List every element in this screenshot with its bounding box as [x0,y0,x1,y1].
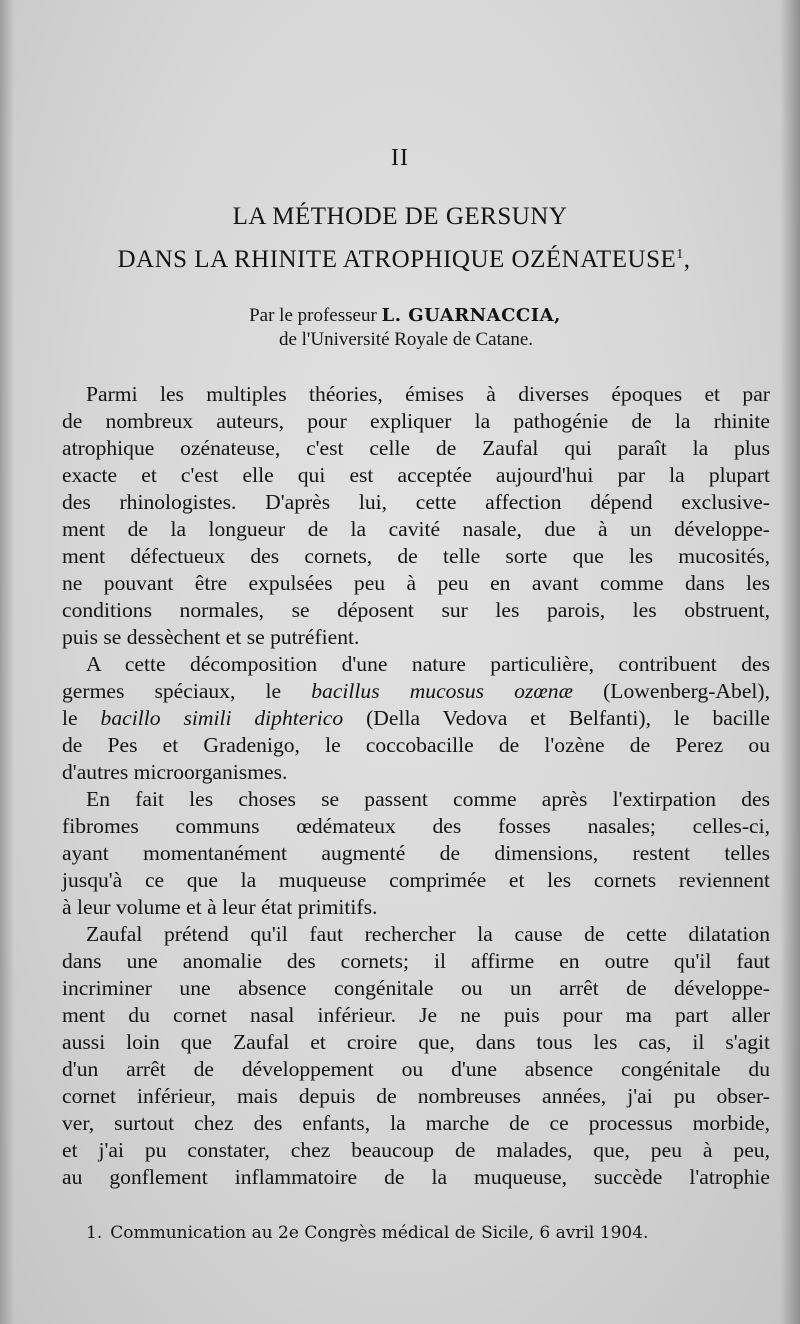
footnote-text: Communication au 2e Congrès médical de Sicile, 6 avril 1904. [110,1223,649,1243]
italic-term: bacillus mucosus ozœnæ [311,679,573,703]
footnote-number: 1. [86,1223,103,1243]
text-line: de nombreux auteurs, pour expliquer la pathogénie de la rhinite [62,409,770,433]
text-line: ayant momentanément augmenté de dimensions, restent telles [62,841,770,865]
text-line: En fait les choses se passent comme après l'extirpation des [86,787,770,811]
page-edge-shadow-left [0,0,14,1324]
text-line: dans une anomalie des cornets; il affirme en outre qu'il faut [62,949,770,973]
text-line: exacte et c'est elle qui est acceptée aujourd'hui par la plupart [62,463,770,487]
text-line: d'autres microorganismes. [62,760,288,784]
text-line: atrophique ozénateuse, c'est celle de Zaufal qui paraît la plus [62,436,770,460]
article-title-line-2: DANS LA RHINITE ATROPHIQUE OZÉNATEUSE$^1$, [117,246,691,273]
text-run: (Lowenberg-Abel), [573,679,770,703]
author-name: L. GUARNACCIA, [381,305,561,326]
text-line: ment de la longueur de la cavité nasale, due à un développe- [62,517,770,541]
text-run: le [62,706,101,730]
chapter-number: II [391,145,409,171]
text-line: jusqu'à ce que la muqueuse comprimée et les cornets reviennent [62,868,770,892]
author-byline [0,305,800,327]
text-line: puis se dessèchent et se putréfient. [62,625,360,649]
footnote [86,1223,648,1243]
text-line: au gonflement inflammatoire de la muqueuse, succède l'atrophie [62,1165,770,1189]
text-line: à leur volume et à leur état primitifs. [62,895,378,919]
text-line: fibromes communs œdémateux des fosses nasales; celles-ci, [62,814,770,838]
article-title-line-1 [0,203,800,231]
text-line: cornet inférieur, mais depuis de nombreuses années, j'ai pu obser- [62,1084,770,1108]
text-run: germes spéciaux, le [62,679,312,703]
page-edge-shadow-right [780,0,800,1324]
text-line: ver, surtout chez des enfants, la marche de ce processus morbide, [62,1111,770,1135]
author-affiliation: de l'Université Royale de Catane. [278,329,534,350]
text-line: A cette décomposition d'une nature particulière, contribuent des [86,652,770,676]
text-line: ment du cornet nasal inférieur. Je ne puis pour ma part aller [62,1003,770,1027]
footnote-reference: 1 [676,247,684,262]
text-line: d'un arrêt de développement ou d'une absence congénitale du [62,1057,770,1081]
text-run: (Della Vedova et Belfanti), le bacille [343,706,771,730]
title-text-2: DANS LA RHINITE ATROPHIQUE OZÉNATEUSE [117,246,677,273]
text-line: incriminer une absence congénitale ou un arrêt de développe- [62,976,770,1000]
article-body [62,381,770,1191]
text-line [62,705,770,732]
text-line: ment défectueux des cornets, de telle sorte que les mucosités, [62,544,770,568]
text-line [62,678,770,705]
text-line: des rhinologistes. D'après lui, cette affection dépend exclusive- [62,490,770,514]
text-line: conditions normales, se déposent sur les parois, les obstruent, [62,598,770,622]
text-line: de Pes et Gradenigo, le coccobacille de l'ozène de Perez ou [62,733,770,757]
text-line: Zaufal prétend qu'il faut rechercher la cause de cette dilatation [86,922,770,946]
text-line: et j'ai pu constater, chez beaucoup de malades, que, peu à peu, [62,1138,770,1162]
title-text-1: LA MÉTHODE DE GERSUNY [232,203,568,230]
italic-term: bacillo simili diphterico [100,706,344,730]
byline-prefix: Par le professeur [249,305,377,326]
text-line: ne pouvant être expulsées peu à peu en avant comme dans les [62,571,770,595]
text-line: Parmi les multiples théories, émises à diverses époques et par [86,382,770,406]
text-line: aussi loin que Zaufal et croire que, dans tous les cas, il s'agit [62,1030,770,1054]
